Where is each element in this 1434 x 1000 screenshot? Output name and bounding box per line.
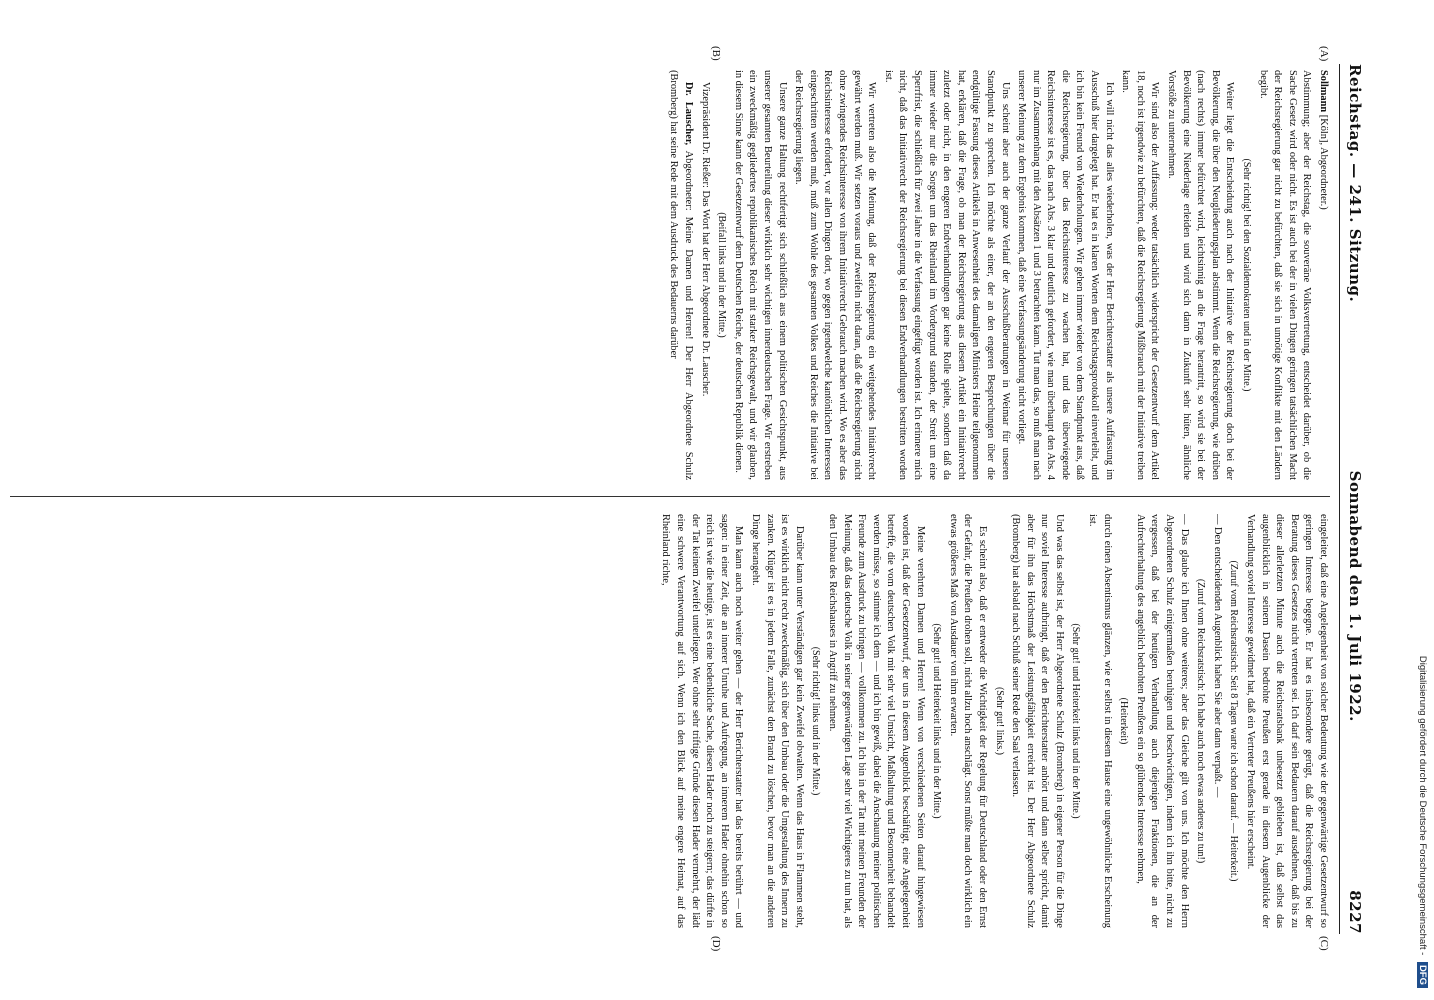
- paragraph-text: durch einen Absentismus glänzen, wie er selbst in diesem Hause eine ungewöhnliche Erscheinung ist.: [1087, 514, 1113, 928]
- left-text-column: [10, 70, 1330, 480]
- interjection: [991, 514, 1006, 928]
- paragraph-text: eingeleitet, daß eine Angelegenheit von solcher Bedeutung wie der gegenwärtige Gesetzentwurf so geringen Interesse begegne. Er hat es insbesondere gerügt, daß die Reichsregierung bei der Beratung dieses Gesetzes nicht vertreten sei. Ich darf sein Bedauern darauf ausdehnen, daß bis zu dieser allerletzten Minute auch die Reichsratsbank unbesetzt geblieben ist, daß selbst das augenblicklich in seinem Dasein bedrohte Preußen erst gerade in diesem Augenblicke der Verhandlung soviel Interesse gewidmet hat, daß ein Vertreter Preußens hier erscheint.: [1245, 514, 1329, 928]
- column-divider: [10, 496, 1330, 497]
- paragraph: [791, 70, 879, 480]
- paragraph-text: (Sehr richtig! links und in der Mitte.): [810, 646, 822, 796]
- paragraph-text: Wir sind also der Auffassung: weder tatsächlich widerspricht der Gesetzentwurf dem Artikel 18, noch ist irgendwie zu befürchten, daß die Reichsregierung Mißbrauch mit der Initiative treiben kann.: [1120, 70, 1161, 480]
- margin-marker-a: (A): [1318, 46, 1330, 62]
- paragraph-text: Man kann auch noch weiter gehen — der Herr Berichterstatter hat das bereits berührt — und sagen: in einer Zeit, die an innerer Unruhe und Aufregung, an innerem Hader ohnehin schon so reich ist wie die heutige, ist es eine bedenkliche Sache, diesen Hader noch zu steigern; das dürfte in der Tat keinem Zweifel unterliegen. Wer ohne sehr triftige Gründe diesen Hader vermehrt, der lädt eine schwere Verantwortung auf sich. Wenn ich den Blick auf meine engere Heimat, auf das Rheinland richte,: [660, 514, 745, 928]
- paragraph: [1118, 70, 1162, 480]
- paragraph-text: Abgeordneter: Meine Damen und Herren! Der Herr Abgeordnete Schulz (Bromberg) hat seine Rede mit dem Ausdruck des Bedauerns darüber: [668, 70, 695, 480]
- paragraph: [1163, 70, 1236, 480]
- page-header: [1339, 64, 1370, 934]
- paragraph-text: Abstimmung; aber der Reichstag, die souveräne Volksvertretung, entscheidet darüber, ob die Sache Gesetz wird oder nicht. Es ist auch bei der in vielen Dingen geringen tatsächlichen Macht der Reichsregierung gar nicht zu befürchten, daß sie sich in unnötige Konflikte mit den Ländern begibt.: [1257, 70, 1313, 480]
- paragraph-text: (Sehr gut! und Heiterkeit links und in der Mitte.): [1070, 623, 1082, 819]
- paragraph-text: Uns scheint aber auch der ganze Verlauf der Ausschußberatungen in Weimar für unseren Standpunkt zu sprechen. Ich möchte als einer, der an den engeren Besprechungen über die endgültige Fassung dieses Artikels in Anwesenheit des damaligen Ministers Heine teilgenommen hat, erklären, daß die Frage, ob man der Reichsregierung aus diesem Artikel ein Initiativrecht zuletzt oder nicht, in den engeren Endverhandlungen gar keine Rolle spielte, sondern daß da immer wieder nur die Sorgen um das Rheinland im Vordergrund standen, der Streit um eine Sperrfrist, die schließlich für zwei Jahre in die Verfassung eingefügt worden ist. Ich erinnere mich nicht, daß das Initiativrecht der Reichsregierung bei diesen Endverhandlungen bestritten worden ist.: [882, 70, 1011, 480]
- interjection: [808, 514, 823, 928]
- margin-marker-b: (B): [710, 46, 722, 61]
- paragraph: [697, 70, 712, 480]
- header-date: Sonnabend den 1. Juli 1922.: [1346, 470, 1364, 722]
- interjection: [714, 70, 729, 480]
- paragraph-text: Unsere ganze Haltung rechtfertigt sich schließlich aus einem politischen Gesichtspunkt, aus unserer gesamten Beurteilung dieser wirklich sehr wichtigen innerdeutschen Frage. Wir erstreben ein zweckmäßig gegliedertes republikanisches Reich mit starker Reichsgewalt, und wir glauben, in diesem Sinne kann der Gesetzentwurf dem Deutschen Reiche, der deutschen Republik dienen.: [732, 70, 788, 480]
- right-text-column: [10, 514, 1330, 928]
- speaker-name: Sollmann: [1318, 70, 1329, 113]
- paragraph-text: (Zuruf vom Reichsratstisch: Seit 8 Tagen warte ich schon darauf. — Heiterkeit.): [1228, 560, 1240, 882]
- credit-text: Digitalisierung gefördert durch die Deutsche Forschungsgemeinschaft -: [1417, 655, 1428, 956]
- paragraph-text: Wir vertreten also die Meinung, daß der Reichsregierung ein weitgehendes Initiativrecht gewährt werden muß. Wir setzen voraus und zweifeln nicht daran, daß die Reichsregierung nicht ohne zwingendes Reichsinteresse von ihrem Initiativrecht Gebrauch machen wird. Wo es aber das Reichsinteresse erfordert, vor allen Dingen dort, wo gegen irgendwelche kantönlichen Interessen eingeschritten werden muß, muß zum Wohle des gesamten Volkes und Reiches die Initiative bei der Reichsregierung liegen.: [793, 70, 878, 480]
- document-page: [10, 44, 1370, 954]
- paragraph: [1242, 514, 1330, 928]
- paragraph: [1132, 514, 1190, 928]
- dfg-logo: DFG: [1417, 962, 1428, 988]
- paragraph: [1008, 514, 1066, 928]
- paragraph: [658, 514, 746, 928]
- paragraph: [1255, 70, 1313, 480]
- paragraph: [1085, 514, 1114, 928]
- interjection: [929, 514, 944, 928]
- paragraph: [730, 70, 788, 480]
- paragraph: [666, 70, 695, 480]
- digitization-credit: [1414, 8, 1428, 988]
- paragraph: [880, 70, 1011, 480]
- interjection: [1068, 514, 1083, 928]
- paragraph: [945, 514, 989, 928]
- paragraph-text: Weiter liegt die Entscheidung auch nach der Initiative der Reichsregierung doch bei der Bevölkerung, die über den Neugliederungsplan abstimmt. Wenn die Reichsregierung, wie drüben (nach rechts) immer befürchtet wird, leichtsinnig an die Frage herantritt, so wird sie bei der Bevölkerung eine Niederlage erleiden und wird sich dann in Zukunft sehr hüten, ähnliche Vorstöße zu unternehmen.: [1166, 70, 1236, 480]
- speaker-name: Dr. Lauscher,: [683, 82, 695, 146]
- page-number: 8227: [1346, 890, 1364, 934]
- paragraph-text: (Sehr gut! links.): [993, 686, 1005, 756]
- paragraph: [824, 514, 926, 928]
- paragraph-text: (Sehr gut! und Heiterkeit links und in der Mitte.): [931, 623, 943, 819]
- paragraph-text: [Köln], Abgeordneter.): [1318, 112, 1329, 210]
- paragraph-text: (Sehr richtig! bei den Sozialdemokraten und in der Mitte.): [1241, 158, 1253, 392]
- margin-marker-c: (C): [1318, 936, 1330, 951]
- paragraph-text: — Das glaube ich Ihnen ohne weiteres; aber das Gleiche gilt von uns. Ich möchte den Herrn Abgeordneten Schulz einigermaßen beruhigen und beschwichtigen, indem ich ihn bitte, nicht zu vergessen, daß bei der heutigen Verhandlung auch diejenigen Fraktionen, die an der Aufrechterhaltung des angeblich bedrohten Preußens ein so glühendes Interesse nehmen,: [1134, 514, 1190, 928]
- interjection: [1116, 514, 1131, 928]
- paragraph-text: Und was das selbst ist, der Herr Abgeordnete Schulz (Bromberg) in eigener Person für die Dinge nur soviel Interesse aufbringt, daß er den Berichterstatter anhört und dann selber spricht, damit aber für ihn das Höchstmaß der Leistungsfähigkeit erreicht ist. Der Herr Abgeordnete Schulz (Bromberg) hat alsbald nach Schluß seiner Rede den Saal verlassen.: [1010, 514, 1065, 928]
- paragraph: [1209, 514, 1224, 928]
- paragraph-text: Vizepräsident Dr. Rießer: Das Wort hat der Herr Abgeordnete Dr. Lauscher.: [699, 82, 711, 397]
- paragraph-text: Darüber kann unter Verständigen gar kein Zweifel obwalten. Wenn das Haus in Flammen steht, ist es wirklich nicht recht zweckmäßig, sich über den Umbau oder die Umgestaltung des Innern zu zanken. Klüger ist es in jedem Falle, zunächst den Brand zu löschen, bevor man an die anderen Dinge herangeht.: [750, 514, 805, 928]
- interjection: [1226, 514, 1241, 928]
- paragraph-text: Ich will nicht das alles wiederholen, was der Herr Berichterstatter als unsere Auffassung im Ausschuß hier dargelegt hat. Er hat es in klaren Worten dem Reichstagsprotokoll einverleibt, und ich bin kein Freund von Wiederholungen. Wir gehen immer wieder von dem Standpunkt aus, daß die Reichsregierung, über das Reichsinteresse zu wachen hat, und das überwiegende Reichsinteresse ist es, das nach Abs. 3 klar und deutlich gefordert, wie man überhaupt den Abs. 4 nur im Zusammenhang mit den Absätzen 1 und 3 betrachten kann. Tut man das, so muß man nach unserer Meinung zu dem Ergebnis kommen, daß eine Verfassungsänderung nicht vorliegt.: [1016, 70, 1115, 480]
- paragraph-text: — Den entscheidenden Augenblick haben Sie aber dann verpaßt. —: [1211, 514, 1223, 798]
- interjection: [1193, 514, 1208, 928]
- paragraph: [1014, 70, 1116, 480]
- paragraph-text: Es scheint also, daß er entweder die Wichtigkeit der Regelung für Deutschland oder den Ernst der Gefahr, die Preußen drohen soll, nicht allzu hoch anschlägt. Sonst müßte man doch wirklich ein etwas größeres Maß von Ausdauer von ihm erwarten.: [947, 514, 988, 928]
- margin-marker-d: (D): [710, 936, 722, 952]
- interjection: [1238, 70, 1253, 480]
- header-session: Reichstag. — 241. Sitzung.: [1346, 64, 1364, 303]
- paragraph-text: (Zuruf vom Reichsratstisch: Ich habe auch noch etwas anderes zu tun!): [1195, 578, 1207, 864]
- paragraph-text: (Beifall links und in der Mitte.): [716, 212, 728, 338]
- paragraph: [747, 514, 805, 928]
- paragraph-text: Meine verehrten Damen und Herren! Wenn von verschiedenen Seiten darauf hingewiesen worden ist, daß der Gesetzentwurf, der uns in diesem Augenblick beschäftigt, eine Angelegenheit betreffe, die vom deutschen Volk mit sehr viel Umsicht, Maßhaltung und Besonnenheit behandelt werden müsse, so stimme ich dem — und ich bin gewiß, dabei die Anschauung meiner politischen Freunde zum Ausdruck zu bringen — vollkommen zu. Ich bin in der Tat mit meinen Freunden der Meinung, daß das deutsche Volk in seiner gegenwärtigen Lage sehr viel Wichtigeres zu tun hat, als den Umbau des Reichshauses in Angriff zu nehmen.: [827, 514, 926, 928]
- paragraph: [1315, 70, 1330, 480]
- paragraph-text: (Heiterkeit): [1118, 697, 1130, 745]
